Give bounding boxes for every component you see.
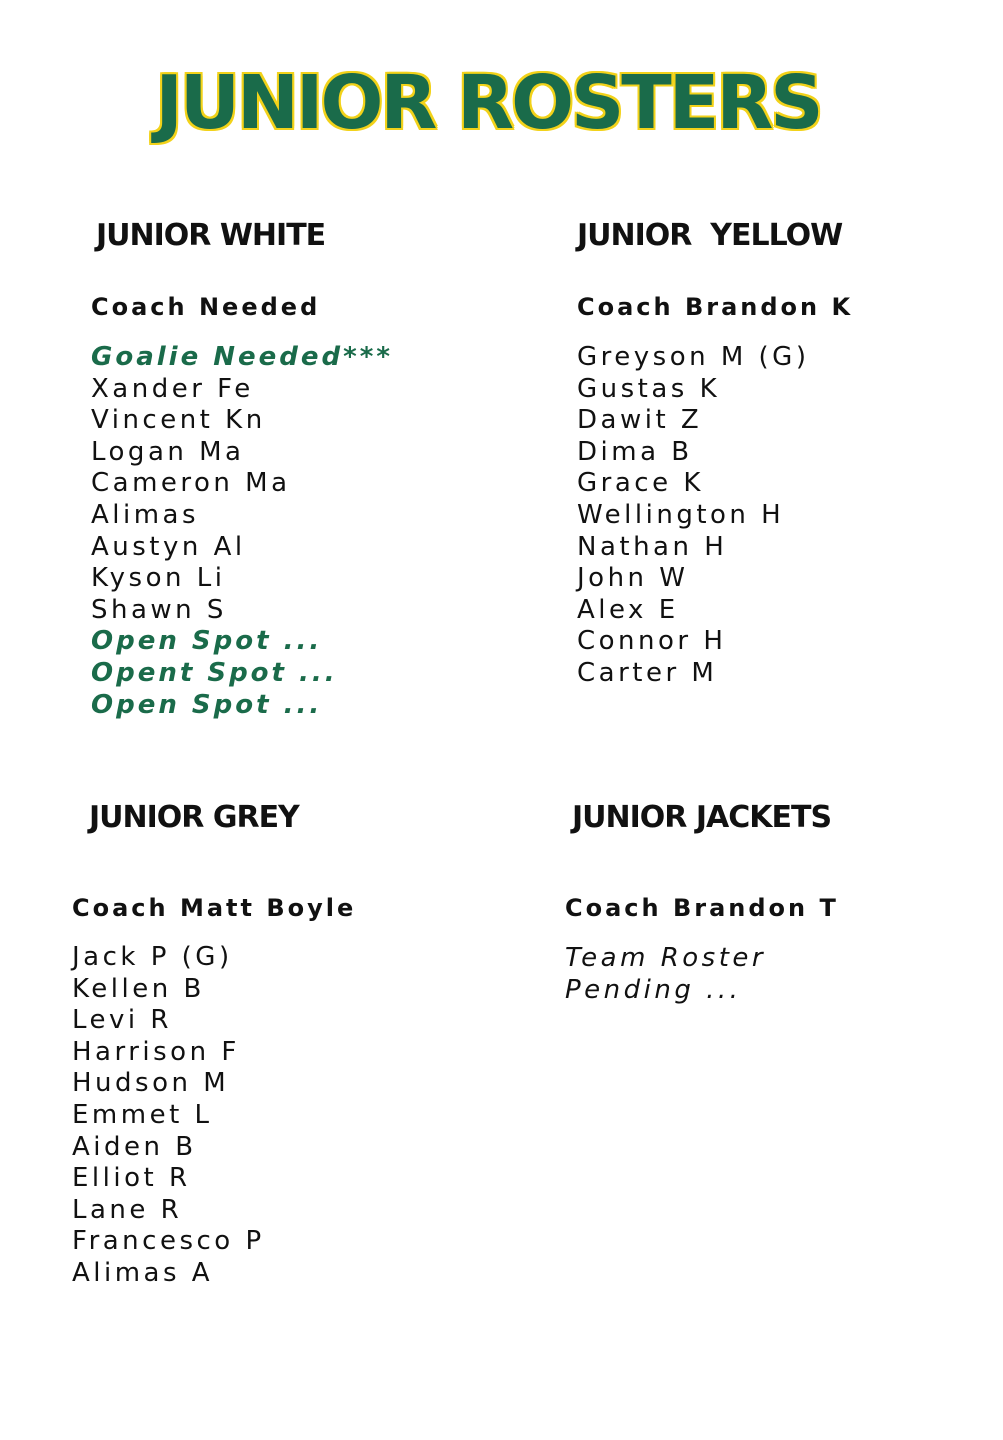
open-slot-item: Goalie Needed*** — [91, 342, 393, 372]
player-item: Alimas A — [72, 1257, 214, 1288]
player-item: Lane R — [72, 1194, 183, 1225]
open-slot-item: Open Spot ... — [91, 626, 323, 657]
team-name: JUNIOR YELLOW — [577, 218, 843, 253]
player-item: Alex E — [577, 594, 679, 625]
player-list — [91, 342, 511, 721]
player-item: Austyn Al — [91, 531, 246, 562]
open-slot-item: Open Spot ... — [91, 689, 323, 720]
player-list — [577, 342, 997, 690]
coach-label: Coach Brandon K — [577, 293, 854, 321]
coach-label: Coach Brandon T — [565, 894, 839, 922]
player-item: Jack P (G) — [72, 942, 233, 972]
player-item: Xander Fe — [91, 373, 254, 404]
player-item: Levi R — [72, 1005, 172, 1036]
player-item: Gustas K — [577, 373, 721, 404]
player-item: Logan Ma — [91, 436, 245, 467]
player-item: Elliot R — [72, 1163, 191, 1194]
open-slot-item: Opent Spot ... — [91, 657, 338, 688]
player-item: Dima B — [577, 436, 693, 467]
team-junior-white — [91, 218, 511, 721]
player-item: Hudson M — [72, 1068, 230, 1099]
player-item: Connor H — [577, 626, 727, 657]
player-item: Wellington H — [577, 499, 785, 530]
player-item: John W — [577, 563, 689, 594]
pending-line: Pending ... — [565, 975, 742, 1005]
player-item: Vincent Kn — [91, 405, 266, 436]
player-item: Alimas — [91, 499, 200, 530]
player-item: Kellen B — [72, 973, 205, 1004]
player-list — [72, 942, 492, 1290]
team-name: JUNIOR WHITE — [96, 218, 326, 253]
team-name: JUNIOR GREY — [89, 800, 299, 835]
roster-pending-note — [565, 942, 985, 1006]
player-item: Francesco P — [72, 1226, 265, 1257]
player-item: Cameron Ma — [91, 468, 291, 499]
team-name: JUNIOR JACKETS — [572, 800, 832, 835]
player-item: Aiden B — [72, 1131, 197, 1162]
team-junior-grey — [72, 800, 492, 1290]
player-item: Harrison F — [72, 1036, 240, 1067]
pending-line: Team Roster — [565, 943, 767, 973]
player-item: Emmet L — [72, 1099, 213, 1130]
coach-label: Coach Matt Boyle — [72, 894, 357, 922]
player-item: Dawit Z — [577, 405, 703, 436]
player-item: Grace K — [577, 468, 704, 499]
player-item: Nathan H — [577, 531, 728, 562]
page-title: JUNIOR ROSTERS — [155, 60, 821, 146]
coach-label: Coach Needed — [91, 293, 321, 321]
player-item: Shawn S — [91, 594, 227, 625]
team-junior-jackets — [565, 800, 985, 1006]
player-item: Carter M — [577, 657, 718, 688]
player-item: Kyson Li — [91, 563, 226, 594]
team-junior-yellow — [577, 218, 997, 690]
player-item: Greyson M (G) — [577, 342, 810, 372]
